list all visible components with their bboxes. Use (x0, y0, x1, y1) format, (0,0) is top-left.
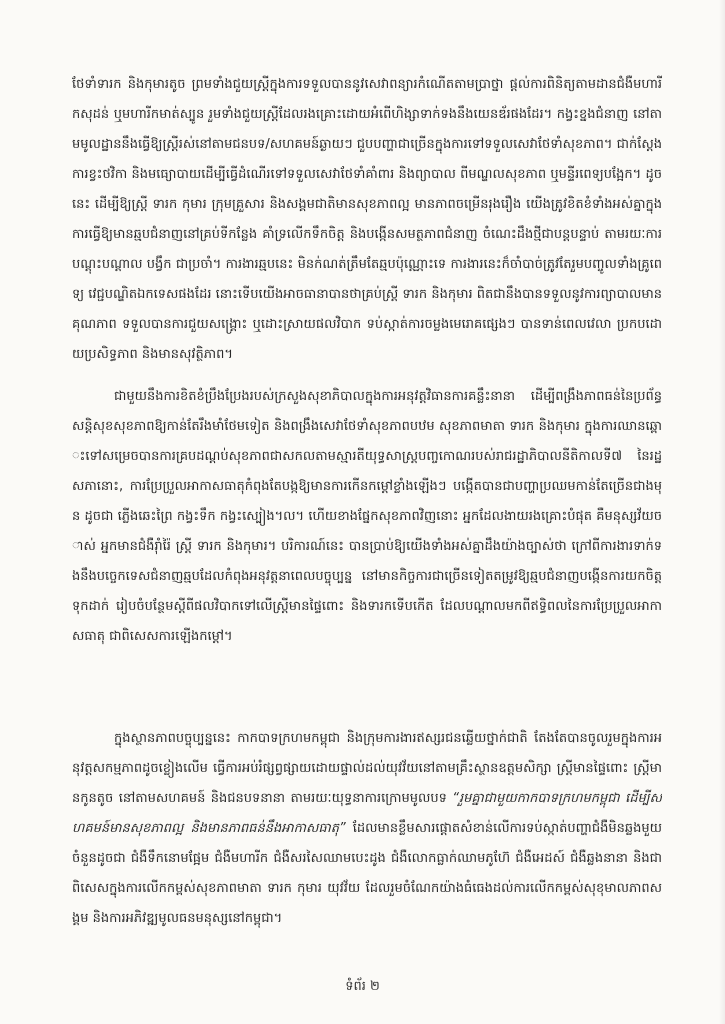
paragraph-3-text-before: ក្នុងស្ថានភាពបច្ចុប្បន្ននេះ កាកបាទក្រហមកម្ពុជា និងក្រុមការងារឥស្សរជនឆ្លើយថ្នាក់ជាតិ តែងតែបានចូលរួមក្នុងការអនុវត្តសកម្មភាពដូចខ្លៀងលើម ធ្វើការអប់រំផ្សព្វផ្សាយដោយផ្ទាល់ដល់យុវវ័យនៅតាមគ្រឹះស្ថានឧត្តមសិក្សា ស្ត្រីមានផ្ទៃពោះ ស្ត្រីមានកូនតូច នៅតាមសហគមន៍ និងជនបទនានា តាមរយៈយុទ្ធនាការក្រោមមូលបទ (72, 731, 662, 806)
paragraph-1: ថែទាំទារក និងកុមារតូច ព្រមទាំងជួយស្ត្រីក្នុងការទទួលបាននូវសេវាពន្យារកំណើតតាមប្រាថ្នា ផ្តល់ការពិនិត្យតាមដានជំងឺមហារីកសុដន់ ឬមហារីកមាត់ស្បូន រួមទាំងជួយស្ត្រីដែលរងគ្រោះដោយអំពើហិង្សាទាក់ទងនឹងយេនឌ័រផងដែរ។ កង្វះខ្នងជំនាញ នៅតាមមូលដ្ឋាននឹងធ្វើឱ្យស្ត្រីរស់នៅតាមជនបទ/សហគមន៍ឆ្ងាយៗ ជួបបញ្ហាជាច្រើនក្នុងការទៅទទួលសេវាថែទាំសុខភាព។ ជាក់ស្តែងការខ្វះថវិកា និងមធ្យោបាយដើម្បីធ្វើដំណើរទៅទទួលសេវាថែទាំគាំពារ និងព្យាបាល ពីមណ្ឌលសុខភាព ឬមន្ទីរពេទ្យបង្អែក។ ដូចនេះ ដើម្បីឱ្យស្ត្រី ទារក កុមារ ក្រុមគ្រួសារ និងសង្គមជាតិមានសុខភាពល្អ មានភាពចម្រើនរុងរឿង យើងត្រូវខិតខំទាំងអស់គ្នាក្នុងការធ្វើឱ្យមានឆ្មបជំនាញនៅគ្រប់ទីកន្លែង គាំទ្រលើកទឹកចិត្ត និងបង្កើនសមត្ថភាពជំនាញ ចំណេះដឹងថ្មីជាបន្តបន្ទាប់ តាមរយៈការបណ្តុះបណ្តាល បង្វឹក ជាប្រចាំ។ ការងារឆ្មបនេះ មិនក់ណត់ត្រឹមតែឆ្មបប៉ុណ្ណោះទេ ការងារនេះក៏ចាំបាច់ត្រូវតែរួមបញ្ចូលទាំងគ្រូពេទ្យ វេជ្ជបណ្ឌិតឯកទេសផងដែរ នោះទើបយើងអាចធានាបានថាគ្រប់ស្ត្រី ទារក និងកុមារ ពិតជានឹងបានទទួលនូវការព្យាបាលមានគុណភាព ទទួលបានការជួយសង្គ្រោះ ឬដោះស្រាយផលវិបាក ទប់ស្កាត់ការចម្លងមេរោគផ្សេងៗ បានទាន់ពេលវេលា ប្រកបដោយប្រសិទ្ធភាព និងមានសុវត្ថិភាព។ (72, 77, 662, 362)
document-body (72, 70, 662, 962)
paragraph-3-text-after: ដែលមានខ្លឹមសារផ្តោតសំខាន់លើការទប់ស្កាត់បញ្ហាជំងឺមិនឆ្លងមួយចំនួនដូចជា ជំងឺទឹកនោមផ្អែម ជំងឺមហារីក ជំងឺសរសៃឈាមបេះដូង ជំងឺលោកធ្លាក់ឈាមភូហ៊ែ ជំងឺអេដស៍ ជំងឺឆ្លងនានា និងជាពិសេសក្នុងការលើកកម្ពស់សុខភាពមាតា ទារក កុមារ យុវវ័យ ដែលរួមចំណែកយ៉ាងធំធេងដល់ការលើកកម្ពស់សុខុមាលភាពសង្គម និងការអភិវឌ្ឍមូលធនមនុស្សនៅកម្ពុជា។ (72, 821, 662, 926)
page-edge-shadow (719, 0, 725, 1024)
paragraph-3 (72, 724, 662, 962)
paragraph-2: ជាមួយនឹងការខិតខំប្រឹងប្រែងរបស់ក្រសួងសុខាភិបាលក្នុងការអនុវត្តវិធានការគន្លឹះនានា ដើម្បីពង្រឹងភាពធន់នៃប្រព័ន្ធសន្តិសុខសុខភាពឱ្យកាន់តែរឹងមាំថែមទៀត និងពង្រឹងសេវាថែទាំសុខភាពបឋម សុខភាពមាតា ទារក និងកុមារ ក្នុងការឈានឆ្ពោះទៅសម្រេចបានការគ្របដណ្តប់សុខភាពជាសកលតាមស្មារតីយុទ្ធសាស្ត្របញ្ចកោណរបស់រាជរដ្ឋាភិបាលនីតិកាលទី៧ នៃរដ្ឋសភានោះ, ការប្រែប្រួលអាកាសធាតុកំពុងតែបង្កឱ្យមានការកើនកម្តៅខ្លាំងឡើងៗ បង្កើតបានជាបញ្ហាប្រឈមកាន់តែច្រើនជាងមុន ដូចជា ភ្លើងឆេះព្រៃ កង្វះទឹក កង្វះស្បៀង។ល។ ហើយខាងផ្នែកសុខភាពវិញនោះ អ្នកដែលងាយរងគ្រោះបំផុត គឺមនុស្សវ័យចាស់ អ្នកមានជំងឺរ៉ាំរ៉ៃ ស្ត្រី ទារក និងកុមារ។ បរិការណ៍នេះ បានប្រាប់ឱ្យយើងទាំងអស់គ្នាដឹងយ៉ាងច្បាស់ថា ក្រៅពីការងារទាក់ទងនឹងបច្ចេកទេសជំនាញឆ្មបដែលកំពុងអនុវត្តនាពេលបច្ចុប្បន្ន នៅមានកិច្ចការជាច្រើនទៀតតម្រូវឱ្យឆ្មបជំនាញបង្កើនការយកចិត្តទុកដាក់ រៀបចំបន្ថែមស្តីពីផលវិបាកទៅលើស្ត្រីមានផ្ទៃពោះ និងទារកទើបកើត ដែលបណ្តាលមកពីឥទ្ធិពលនៃការប្រែប្រួលអាកាសធាតុ ជាពិសេសការឡើងកម្តៅ។ (72, 389, 662, 644)
page-number: ទំព័រ ២ (345, 979, 380, 994)
campaign-slogan-quote: “រួមគ្នាជាមួយកាកបាទក្រហមកម្ពុជា ដើម្បីសហគមន៍មានសុខភាពល្អ និងមានភាពធន់នឹងអាកាសធាតុ” (72, 791, 662, 836)
